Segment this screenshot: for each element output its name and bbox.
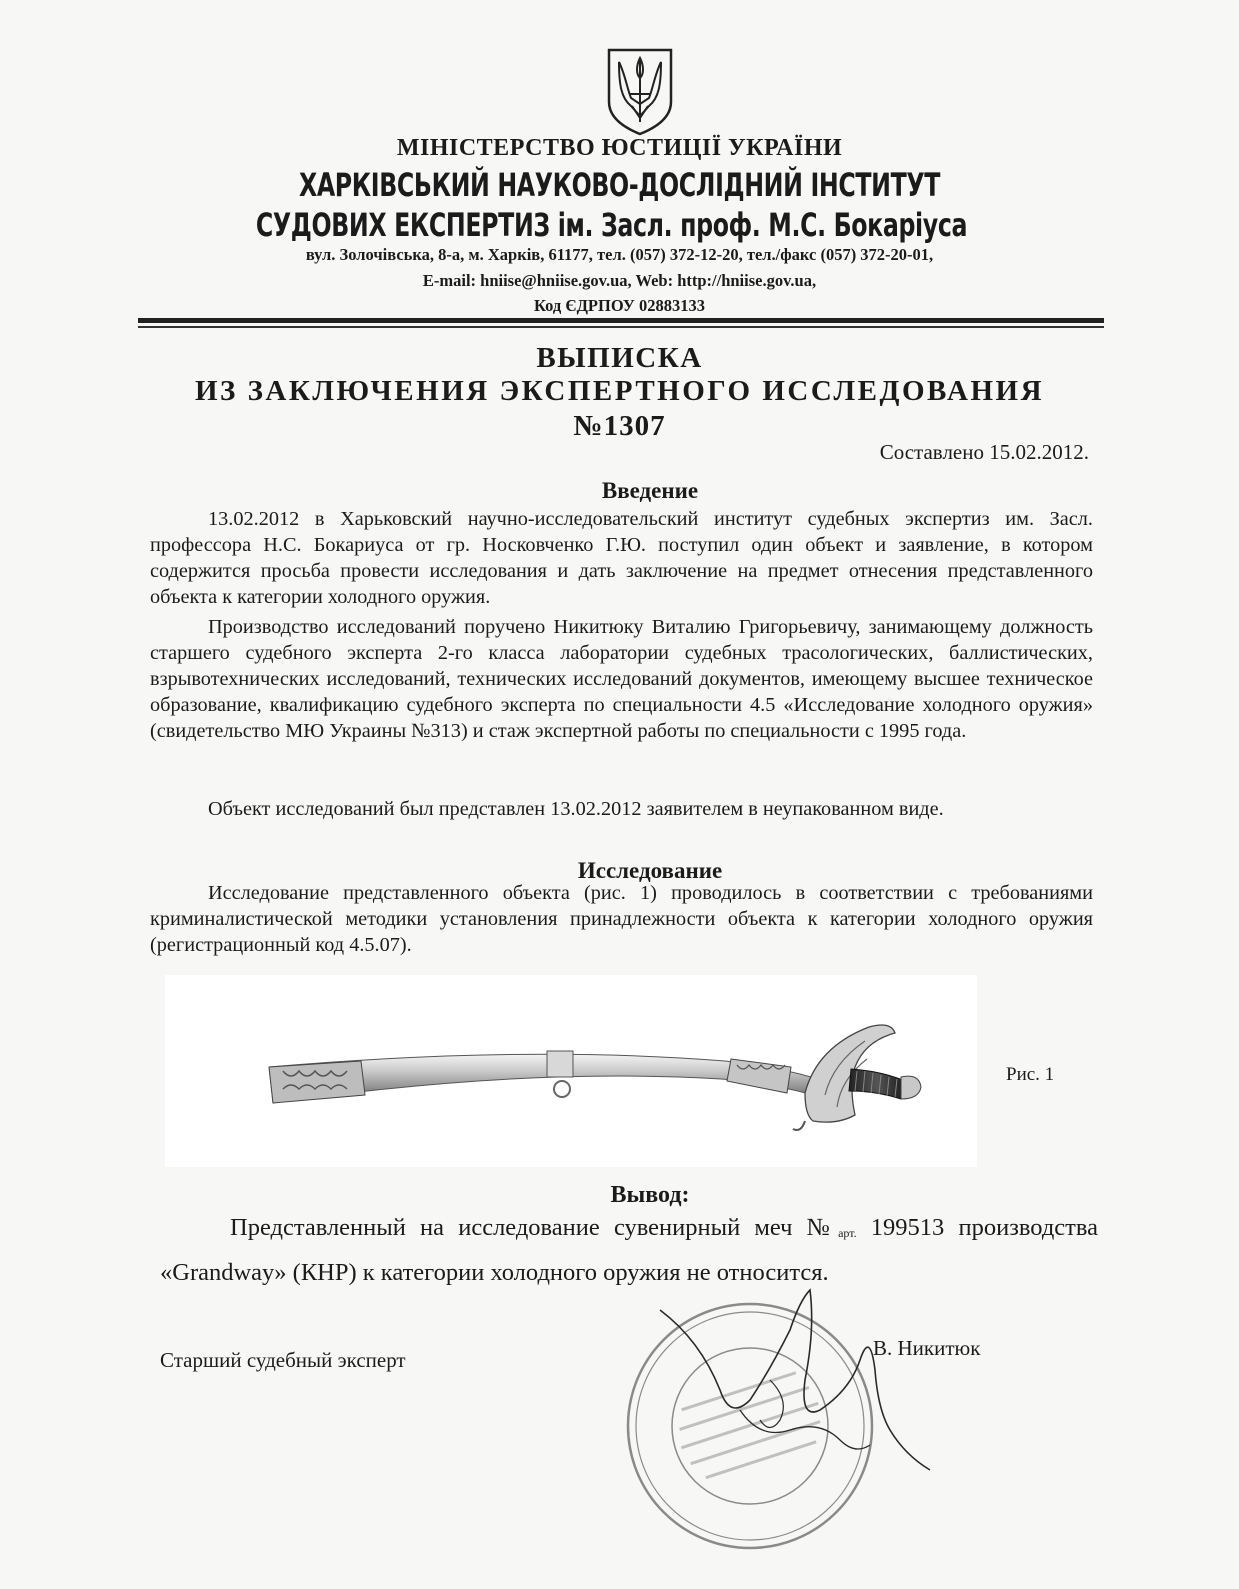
institute-name-line2: СУДОВИХ ЕКСПЕРТИЗ ім. Засл. проф. М.С. Бокаріуса [255,206,968,244]
header-rule-thick [138,318,1104,323]
conclusion-text-start: Представленный на исследование сувенирный меч № [230,1214,839,1241]
handwritten-signature [640,1270,940,1490]
signer-position: Старший судебный эксперт [160,1348,406,1372]
figure-caption: Рис. 1 [1006,1064,1055,1085]
article-subscript: арт. [838,1226,857,1240]
document-title: ВЫПИСКА [536,342,703,374]
composed-date: Составлено 15.02.2012. [879,440,1089,464]
address-line: вул. Золочівська, 8-а, м. Харків, 61177, тел. (057) 372-12-20, тел./факс (057) 372-20-01, [305,245,934,264]
header-rule-thin [138,326,1104,328]
conclusion-paragraph [160,1208,1098,1293]
document-number: №1307 [573,410,666,442]
sabre-photo [165,975,977,1167]
ministry-name: МІНІСТЕРСТВО ЮСТИЦІЇ УКРАЇНИ [396,135,843,161]
introduction-heading: Введение [601,478,699,503]
study-heading: Исследование [577,858,723,883]
signer-name: В. Никитюк [873,1336,981,1360]
document-subtitle: ИЗ ЗАКЛЮЧЕНИЯ ЭКСПЕРТНОГО ИССЛЕДОВАНИЯ [194,375,1045,407]
sabre-illustration [165,975,977,1167]
trident-emblem-icon [603,44,677,136]
object-paragraph: Объект исследований был представлен 13.02.2012 заявителем в неупакованном виде. [208,798,944,820]
conclusion-text-end: 199513 производства «Grandway» (КНР) к категории холодного оружия не относится. [160,1214,1098,1286]
conclusion-heading: Вывод: [610,1182,690,1208]
assignment-paragraph: Производство исследований поручено Никитюку Виталию Григорьевичу, занимающему должность старшего судебного эксперта 2-го класса лаборатории судебных трасологических, баллистических, взрывотехнических исследований, технических исследований документов, имеющему высшее техническое образование, квалификацию судебного эксперта по специальности 4.5 «Исследование холодного оружия» (свидетельство МЮ Украины №313) и стаж экспертной работы по специальности с 1995 года. [150,616,1093,742]
contact-line: E-mail: hniise@hniise.gov.ua, Web: http://hniise.gov.ua, [422,271,817,290]
edrpou-code: Код ЄДРПОУ 02883133 [534,296,705,315]
study-paragraph: Исследование представленного объекта (рис. 1) проводилось в соответствии с требованиями криминалистической методики установления принадлежности объекта к категории холодного оружия (регистрационный код 4.5.07). [150,882,1093,956]
institute-name-line1: ХАРКІВСЬКИЙ НАУКОВО-ДОСЛІДНИЙ ІНСТИТУТ [298,166,941,204]
introduction-paragraph: 13.02.2012 в Харьковский научно-исследовательский институт судебных экспертиз им. Засл. профессора Н.С. Бокариуса от гр. Носковченко Г.Ю. поступил один объект и заявление, в котором содержится просьба провести исследования и дать заключение на предмет отнесения представленного объекта к категории холодного оружия. [150,508,1093,608]
